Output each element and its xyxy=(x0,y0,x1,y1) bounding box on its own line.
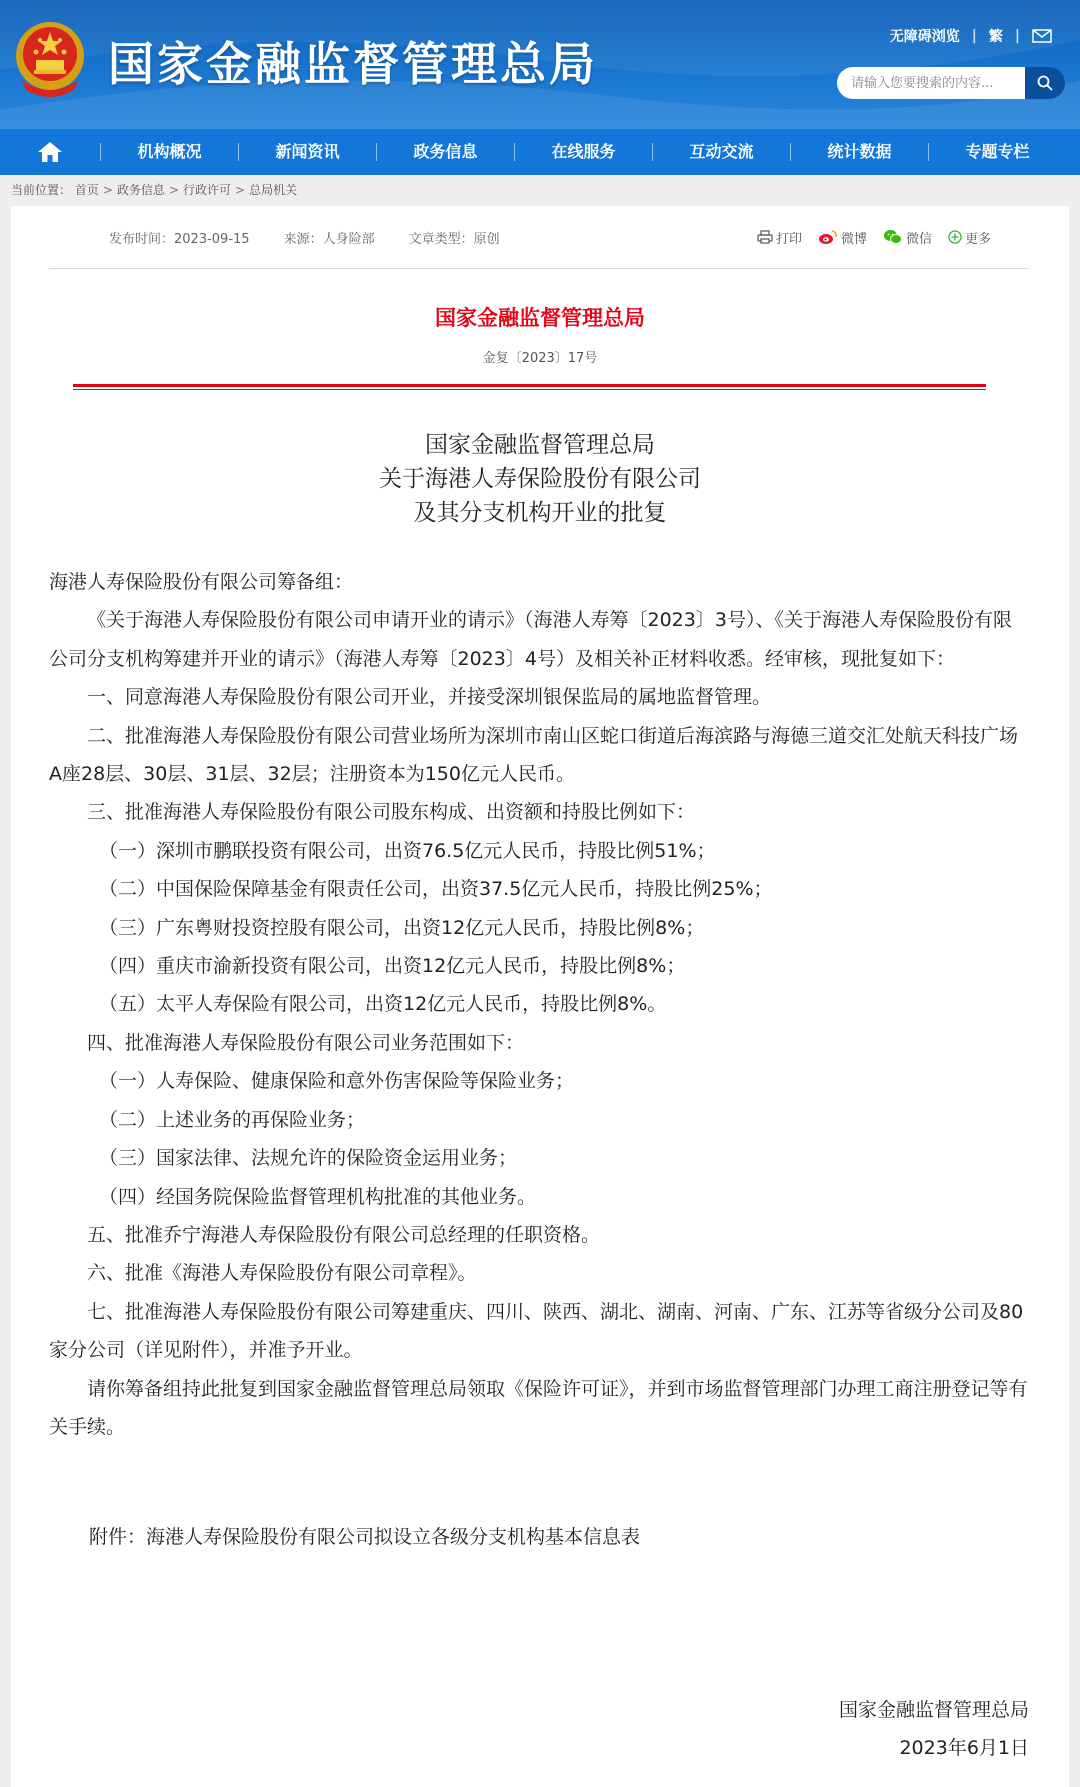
list-item: （二）上述业务的再保险业务； xyxy=(99,1108,366,1131)
title-line: 关于海港人寿保险股份有限公司 xyxy=(379,466,701,492)
paragraph: 三、批准海港人寿保险股份有限公司股东构成、出资额和持股比例如下： xyxy=(87,801,696,824)
article-meta xyxy=(49,222,1039,252)
attachment-link[interactable]: 附件：海港人寿保险股份有限公司拟设立各级分支机构基本信息表 xyxy=(89,1526,641,1548)
search-icon xyxy=(1037,75,1053,91)
traditional-chinese-link[interactable]: 繁 xyxy=(988,29,1003,45)
document-number: 金复〔2023〕17号 xyxy=(482,351,598,366)
signature-date: 2023年6月1日 xyxy=(899,1737,1029,1759)
search-button[interactable] xyxy=(1025,67,1065,99)
salutation: 海港人寿保险股份有限公司筹备组： xyxy=(49,571,354,593)
print-button[interactable] xyxy=(757,228,802,247)
wechat-icon xyxy=(883,229,903,245)
breadcrumb-label: 当前位置： xyxy=(11,183,72,197)
nav-item-online-services[interactable]: 在线服务 xyxy=(514,143,652,161)
signature-org: 国家金融监督管理总局 xyxy=(838,1699,1029,1721)
weibo-label: 微博 xyxy=(840,231,867,247)
list-item: （一）人寿保险、健康保险和意外伤害保险等保险业务； xyxy=(99,1070,575,1093)
more-label: 更多 xyxy=(964,231,991,247)
national-emblem-icon xyxy=(12,18,88,98)
document-issuer: 国家金融监督管理总局 xyxy=(435,306,645,330)
document-title xyxy=(11,428,1069,530)
article-source: 来源：人身险部 xyxy=(283,231,375,247)
wechat-share-button[interactable] xyxy=(883,228,932,247)
paragraph: 二、批准海港人寿保险股份有限公司营业场所为深圳市南山区蛇口街道后海滨路与海德三道交汇处航天科技广场A座28层、30层、31层、32层；注册资本为150亿元人民币。 xyxy=(49,724,1019,786)
nav-item-news[interactable]: 新闻资讯 xyxy=(238,143,376,161)
mail-icon[interactable] xyxy=(1032,29,1052,43)
accessibility-link[interactable]: 无障碍浏览 xyxy=(889,29,960,45)
nav-item-special-topics[interactable]: 专题专栏 xyxy=(928,143,1066,161)
list-item: （四）经国务院保险监督管理机构批准的其他业务。 xyxy=(99,1185,537,1208)
list-item: （三）广东粤财投资控股有限公司，出资12亿元人民币，持股比例8%； xyxy=(99,916,705,939)
plus-circle-icon xyxy=(948,230,962,244)
nav-item-about[interactable]: 机构概况 xyxy=(100,143,238,161)
main-nav xyxy=(0,128,1080,175)
divider: | xyxy=(971,28,977,44)
list-item: （一）深圳市鹏联投资有限公司，出资76.5亿元人民币，持股比例51%； xyxy=(99,839,716,862)
home-icon xyxy=(37,141,63,163)
print-label: 打印 xyxy=(775,231,802,247)
nav-item-government-info[interactable]: 政务信息 xyxy=(376,143,514,161)
paragraph: 七、批准海港人寿保险股份有限公司筹建重庆、四川、陕西、湖北、湖南、河南、广东、江苏等省级分公司及80家分公司（详见附件），并准予开业。 xyxy=(49,1300,1024,1362)
nav-item-interaction[interactable]: 互动交流 xyxy=(652,143,790,161)
paragraph: 请你筹备组持此批复到国家金融监督管理总局领取《保险许可证》，并到市场监督管理部门办理工商注册登记等有关手续。 xyxy=(49,1377,1028,1438)
breadcrumb: 当前位置： 首页 > 政务信息 > 行政许可 > 总局机关 xyxy=(11,183,298,197)
paragraph: 五、批准乔宁海港人寿保险股份有限公司总经理的任职资格。 xyxy=(87,1223,601,1246)
divider: | xyxy=(1014,28,1020,44)
title-line: 国家金融监督管理总局 xyxy=(425,432,655,458)
more-share-button[interactable] xyxy=(948,228,991,247)
site-header xyxy=(0,0,1080,128)
breadcrumb-item-headquarters[interactable]: 总局机关 xyxy=(249,183,298,197)
weibo-share-button[interactable] xyxy=(818,228,867,247)
nav-item-statistics[interactable]: 统计数据 xyxy=(790,143,928,161)
list-item: （二）中国保险保障基金有限责任公司，出资37.5亿元人民币，持股比例25%； xyxy=(99,878,773,901)
title-line: 及其分支机构开业的批复 xyxy=(413,500,667,526)
list-item: （三）国家法律、法规允许的保险资金运用业务； xyxy=(99,1147,518,1170)
breadcrumb-item-home[interactable]: 首页 xyxy=(74,183,99,197)
paragraph: 六、批准《海港人寿保险股份有限公司章程》。 xyxy=(87,1262,477,1285)
paragraph: 《关于海港人寿保险股份有限公司申请开业的请示》（海港人寿筹〔2023〕3号）、《关于海港人寿保险股份有限公司分支机构筹建并开业的请示》（海港人寿筹〔2023〕4号）及相关补正材料收悉。经审核，现批复如下： xyxy=(49,609,1012,670)
nav-home[interactable] xyxy=(0,141,100,163)
share-tools xyxy=(741,228,991,247)
paragraph: 一、同意海港人寿保险股份有限公司开业，并接受深圳银保监局的属地监督管理。 xyxy=(87,686,772,709)
search-box xyxy=(837,67,1065,99)
list-item: （五）太平人寿保险有限公司，出资12亿元人民币，持股比例8%。 xyxy=(99,993,667,1016)
article-panel xyxy=(11,206,1069,1787)
document-body xyxy=(49,563,1029,1446)
divider xyxy=(49,268,1029,269)
printer-icon xyxy=(757,230,773,244)
weibo-icon xyxy=(818,229,838,245)
paragraph: 四、批准海港人寿保险股份有限公司业务范围如下： xyxy=(87,1031,525,1054)
top-links xyxy=(890,26,1052,46)
red-header-rule xyxy=(73,384,986,387)
article-type: 文章类型：原创 xyxy=(408,231,500,247)
breadcrumb-item-government-info[interactable]: 政务信息 xyxy=(116,183,165,197)
wechat-label: 微信 xyxy=(905,231,932,247)
site-title[interactable]: 国家金融监督管理总局 xyxy=(108,37,598,91)
list-item: （四）重庆市渝新投资有限公司，出资12亿元人民币，持股比例8%； xyxy=(99,955,686,978)
breadcrumb-item-admin-license[interactable]: 行政许可 xyxy=(183,183,232,197)
search-input[interactable] xyxy=(837,67,1025,99)
publish-time: 发布时间：2023-09-15 xyxy=(109,231,250,247)
red-header-rule-thin xyxy=(73,389,986,390)
